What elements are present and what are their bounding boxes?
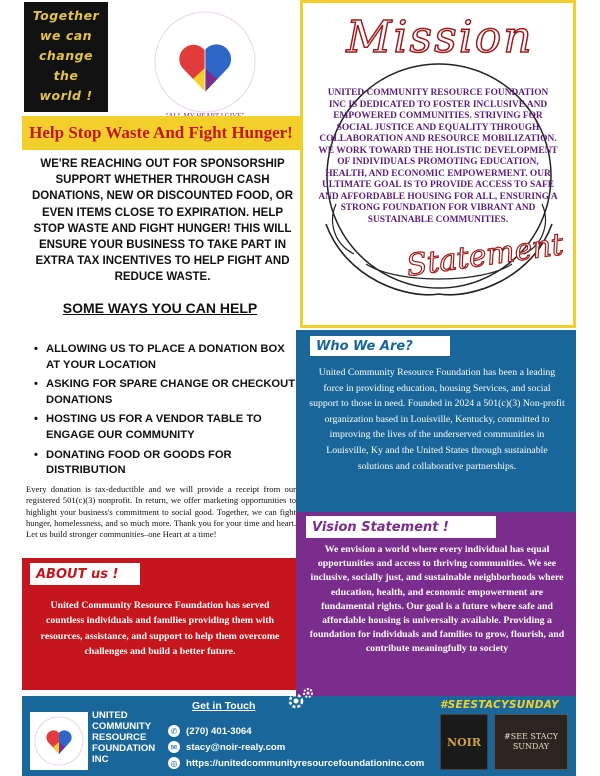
hashtag: #SEESTACYSUNDAY [440, 699, 559, 711]
mission-title: Mission [346, 12, 534, 63]
who-we-are-heading [310, 336, 450, 356]
heart-logo-icon [30, 712, 88, 770]
phone-number: (270) 401-3064 [186, 725, 252, 737]
ways-list [34, 342, 296, 483]
list-item: • ASKING FOR SPARE CHANGE OR CHECKOUT DONATIONS [34, 377, 296, 408]
statement-title: Statement [404, 227, 566, 284]
help-banner [22, 116, 300, 150]
who-we-are-title: Who We Are? [316, 338, 413, 354]
tagline-line: change [38, 48, 94, 63]
ways-title: SOME WAYS YOU CAN HELP [62, 300, 258, 316]
vision-heading [306, 516, 496, 538]
noir-logo: NOIR [447, 736, 481, 749]
about-body: United Community Resource Foundation has served countless individuals and families providing them with resources, assistance, and support to help them overcome challenges and build a better future. [40, 600, 280, 658]
tagline-line: we can [39, 28, 93, 43]
help-banner-title: Help Stop Waste And Fight Hunger! [29, 123, 293, 142]
who-we-are-body: United Community Resource Foundation has been a leading force in providing education, housing Services, and social support to those in need. Founded in 2024 a 501(c)(3) Non-profit organization based in Louisville, Kentucky, committed to improving the lives of the underserved communities in Louisville, Ky and the United States through sustainable solutions and collaborative partnerships. [309, 367, 565, 472]
phone-icon: ✆ [168, 725, 180, 737]
get-in-touch-label: Get in Touch [192, 700, 256, 712]
footer-org-name: UNITED COMMUNITY RESOURCE FOUNDATION INC [92, 710, 156, 765]
sponsorship-text: WE'RE REACHING OUT FOR SPONSORSHIP SUPPORT WHETHER THROUGH CASH DONATIONS, NEW OR DISCOUNTED FOOD, OR EVEN ITEMS CLOSE TO EXPIRATION. HELP STOP WASTE AND FIGHT HUNGER! THIS WILL ENSURE YOUR BUSINESS TO TAKE PART IN EXTRA TAX INCENTIVES TO HELP FIGHT AND REDUCE WASTE. [31, 158, 294, 284]
list-item: • DONATING FOOD OR GOODS FOR DISTRIBUTION [34, 448, 296, 479]
phone-row[interactable] [168, 725, 252, 737]
website-url: https://unitedcommunityresourcefoundationinc.com [186, 757, 425, 769]
globe-icon: ◎ [168, 757, 180, 769]
list-item: • ALLOWING US TO PLACE A DONATION BOX AT YOUR LOCATION [34, 342, 296, 373]
email-row[interactable] [168, 741, 285, 753]
tagline-line: the [53, 68, 79, 83]
tagline-line: Together [32, 8, 100, 23]
website-row[interactable] [168, 757, 424, 769]
tagline-box [24, 2, 108, 112]
foundation-logo [130, 6, 280, 124]
footer-logo [30, 712, 88, 770]
tagline-line: world ! [39, 88, 93, 103]
about-heading [30, 563, 140, 585]
email-address: stacy@noir-realy.com [186, 741, 286, 753]
vision-body: We envision a world where every individual has equal opportunities and access to thriving communities. We see inclusive, socially just, and sustainable neighborhoods where education, health, and economic empowerment are fundamental rights. Our goal is a future where safe and affordable housing is universally available. Providing a foundation for individuals and families to grow, flourish, and contribute meaningfully to society [309, 544, 565, 655]
donation-note: Every donation is tax-deductible and we will provide a receipt from our registered 501(c)(3) nonprofit. In return, we offer marketing opportunities to highlight your business's commitment to social good. Together, we can fight hunger, homelessness, and so much more. Thank you for your time and heart. Let us build stronger communities–one Heart at a time! [26, 484, 296, 540]
vision-title: Vision Statement ! [312, 519, 449, 535]
about-title: ABOUT us ! [36, 566, 119, 582]
list-item: • HOSTING US FOR A VENDOR TABLE TO ENGAGE OUR COMMUNITY [34, 412, 296, 443]
mission-body: UNITED COMMUNITY RESOURCE FOUNDATION INC IS DEDICATED TO FOSTER INCLUSIVE AND EMPOWERED COMMUNITIES. STRIVING FOR SOCIAL JUSTICE AND EQUALITY THROUGH COLLABORATION AND RESOURCE MOBILIZATION. WE WORK TOWARD THE HOLISTIC DEVELOPMENT OF INDIVIDUALS PROMOTING EDUCATION, HEALTH, AND ECONOMIC EMPOWERMENT. OUR ULTIMATE GOAL IS TO PROVIDE ACCESS TO SAFE AND AFFORDABLE HOUSING FOR ALL, ENSURING A STRONG FOUNDATION FOR VIBRANT AND SUSTAINABLE COMMUNITIES. [318, 88, 558, 225]
see-stacy-sunday-logo: #SEE STACY SUNDAY [504, 732, 558, 751]
email-icon: ✉ [168, 741, 180, 753]
gear-icon [284, 684, 320, 714]
